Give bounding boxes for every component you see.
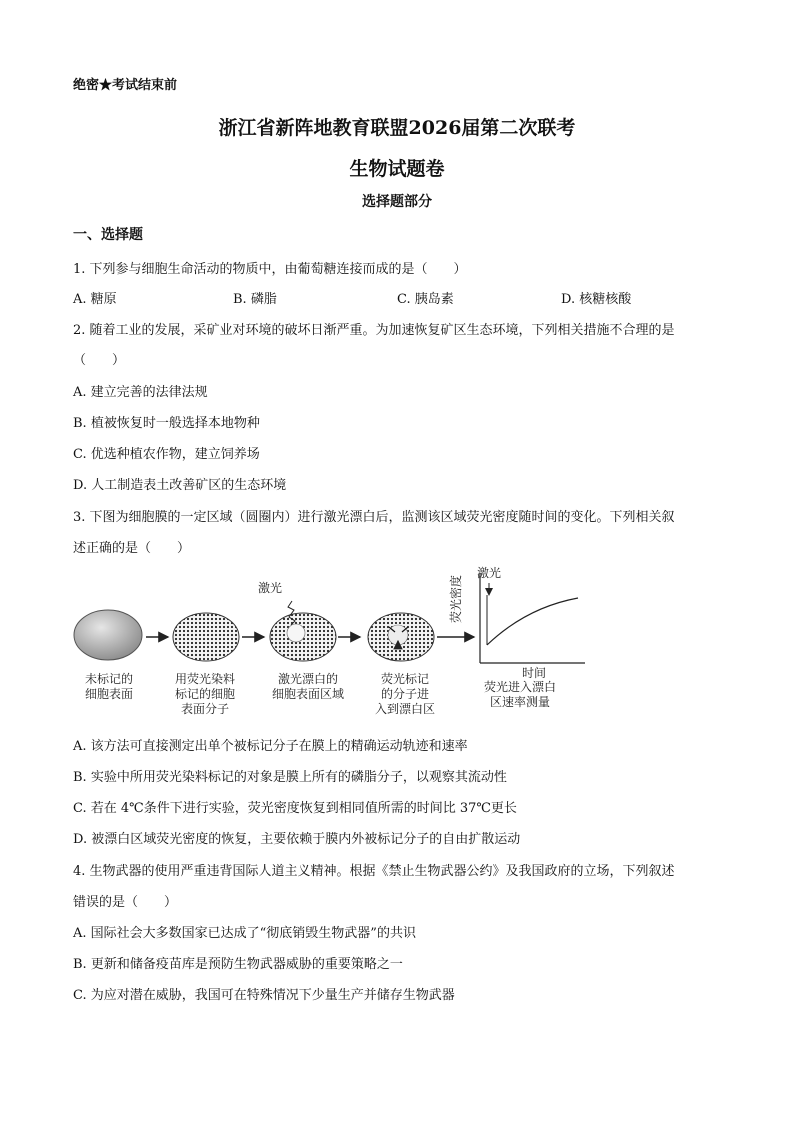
unlabeled-cell	[74, 610, 142, 660]
caption-3-line2: 细胞表面区域	[272, 687, 345, 701]
bleached-spot	[287, 624, 305, 642]
q2-stem-line1: 2. 随着工业的发展，采矿业对环境的破坏日渐严重。为加速恢复矿区生态环境，下列相关措施不合理的是	[73, 323, 675, 338]
q1-option-c: C. 胰岛素	[397, 292, 454, 307]
q4-option-b: B. 更新和储备疫苗库是预防生物武器威胁的重要策略之一	[73, 957, 403, 972]
graph-x-label: 时间	[522, 666, 547, 680]
q2-option-c: C. 优选种植农作物，建立饲养场	[73, 447, 260, 462]
caption-5-line1: 荧光进入漂白	[484, 680, 557, 694]
q3-option-b: B. 实验中所用荧光染料标记的对象是膜上所有的磷脂分子，以观察其流动性	[73, 770, 507, 785]
part-heading: 选择题部分	[362, 194, 432, 210]
q2-option-d: D. 人工制造表土改善矿区的生态环境	[73, 478, 287, 493]
secret-label: 绝密★考试结束前	[73, 78, 178, 93]
q1-stem: 1. 下列参与细胞生命活动的物质中，由葡萄糖连接而成的是（ ）	[73, 262, 467, 277]
q1-option-d: D. 核糖核酸	[561, 292, 632, 307]
caption-2-line3: 表面分子	[181, 702, 230, 716]
graph-y-label: 荧光密度	[449, 574, 463, 623]
q4-option-a: A. 国际社会大多数国家已达成了“彻底销毁生物武器”的共识	[73, 926, 416, 941]
caption-5-line2: 区速率测量	[490, 695, 551, 709]
q3-stem-line1: 3. 下图为细胞膜的一定区域（圆圈内）进行激光漂白后，监测该区域荧光密度随时间的变化。下列相关叙	[73, 510, 675, 525]
q2-option-a: A. 建立完善的法律法规	[73, 385, 208, 400]
exam-subtitle: 生物试题卷	[349, 158, 445, 180]
caption-1-line1: 未标记的	[85, 672, 134, 686]
q3-option-c: C. 若在 4℃条件下进行实验，荧光密度恢复到相同值所需的时间比 37℃更长	[73, 801, 517, 816]
q3-option-a: A. 该方法可直接测定出单个被标记分子在膜上的精确运动轨迹和速率	[73, 739, 468, 754]
recovery-curve	[487, 598, 578, 645]
q1-option-b: B. 磷脂	[233, 292, 277, 307]
q3-option-d: D. 被漂白区域荧光密度的恢复，主要依赖于膜内外被标记分子的自由扩散运动	[73, 832, 521, 847]
q4-stem-line2: 错误的是（ ）	[73, 895, 178, 910]
caption-4-line2: 的分子进	[381, 687, 430, 701]
caption-3-line1: 激光漂白的	[278, 672, 339, 686]
q2-stem-line2: （ ）	[73, 353, 126, 368]
caption-4-line3: 入到漂白区	[375, 702, 436, 716]
q3-stem-line2: 述正确的是（ ）	[73, 541, 191, 556]
q4-stem-line1: 4. 生物武器的使用严重违背国际人道主义精神。根据《禁止生物武器公约》及我国政府的立场，下列叙述	[73, 864, 675, 879]
caption-2-line2: 标记的细胞	[175, 687, 236, 701]
caption-2-line1: 用荧光染料	[175, 672, 236, 686]
exam-title: 浙江省新阵地教育联盟2026届第二次联考	[218, 117, 576, 139]
q4-option-c: C. 为应对潜在威胁，我国可在特殊情况下少量生产并储存生物武器	[73, 988, 455, 1003]
q1-option-a: A. 糖原	[73, 292, 117, 307]
frap-diagram	[70, 565, 590, 725]
q2-option-b: B. 植被恢复时一般选择本地物种	[73, 416, 260, 431]
section-heading: 一、选择题	[73, 227, 143, 243]
caption-4-line1: 荧光标记	[381, 672, 430, 686]
laser-label-1: 激光	[258, 581, 283, 595]
caption-1-line2: 细胞表面	[85, 687, 134, 701]
laser-label-2: 激光	[477, 566, 502, 580]
labeled-cell	[173, 613, 239, 661]
